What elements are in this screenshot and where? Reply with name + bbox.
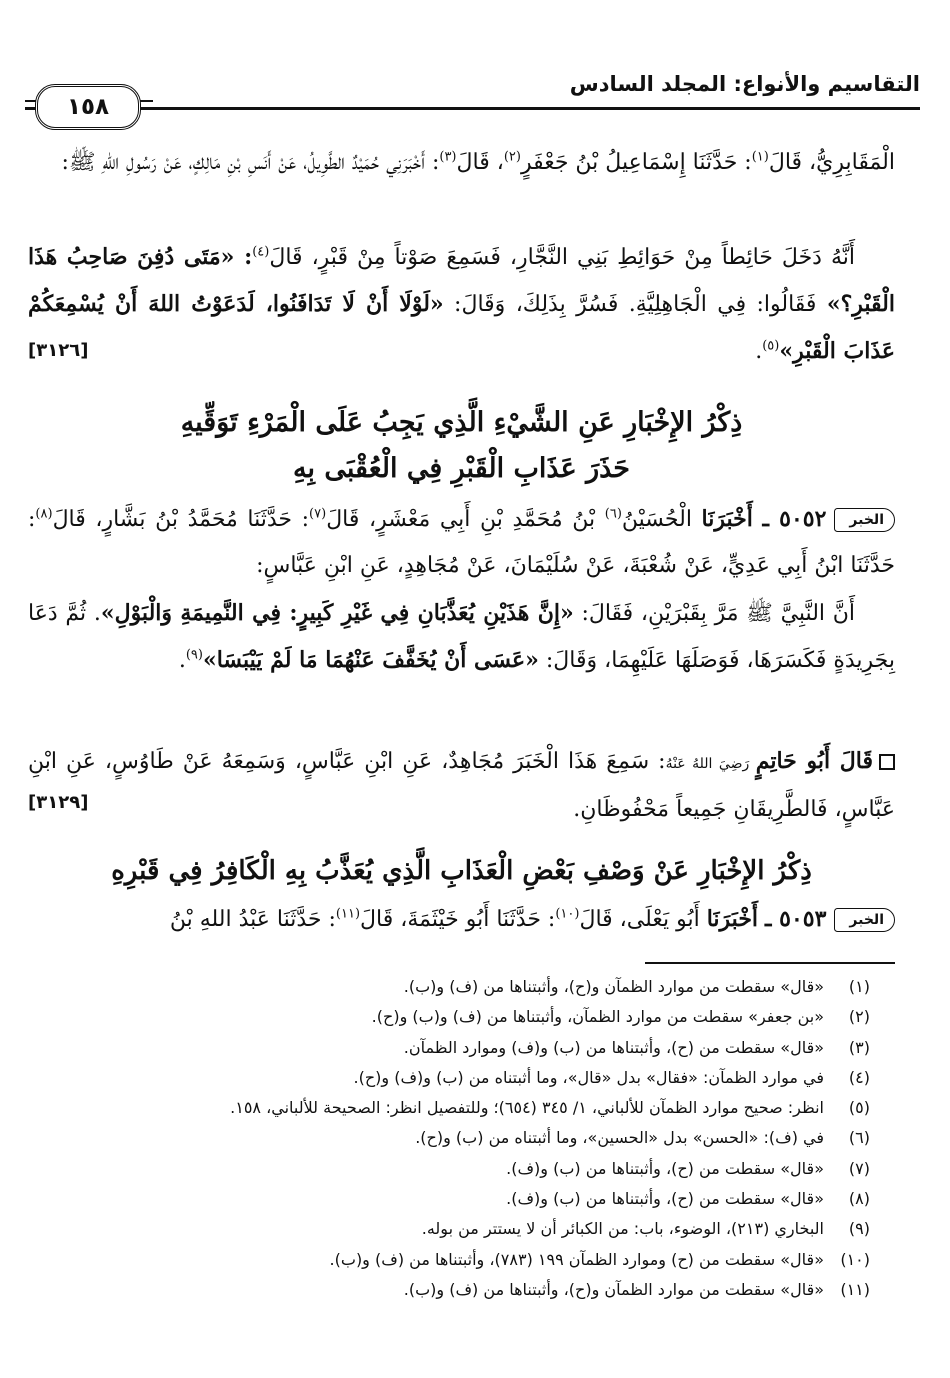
- text-run: بْنُ مُحَمَّدِ بْنِ أَبِي مَعْشَرٍ، قَالَ: [326, 507, 605, 532]
- footnote-divider: [645, 962, 895, 964]
- hadith-quote: : «مَتَى دُفِنَ صَاحِبُ هَذَا الْقَبْرِ؟»: [28, 244, 895, 317]
- heading-line: حَذَرَ عَذَابِ الْقَبْرِ فِي الْعُقْبَى بِهِ: [293, 453, 630, 484]
- text-run: : أَخْبَرَنِي حُمَيْدٌ الطَّوِيلُ، عَنْ أَنَسِ بْنِ مَالِكٍ، عَنْ رَسُولِ اللهِ ﷺ:: [61, 150, 440, 175]
- matn-paragraph: [28, 234, 895, 375]
- text-run: الْحُسَيْنُ: [621, 507, 702, 532]
- footnote-text: «قال» سقطت من (ح)، وأثبتناها من (ب) و(ف).: [506, 1189, 824, 1209]
- footnote-marker[interactable]: (٩): [185, 647, 203, 663]
- footnote-item: [60, 1214, 870, 1244]
- header-rule: [25, 107, 920, 110]
- heading-line: ذِكْرُ الإِخْبَارِ عَنْ وَصْفِ بَعْضِ الْعَذَابِ الَّذِي يُعَذَّبُ بِهِ الْكَافِرُ فِي قَبْرِهِ: [111, 856, 812, 886]
- footnote-item: [60, 972, 870, 1002]
- footnote-text: «قال» سقطت من موارد الظمآن و(ح)، وأثبتناها من (ف) و(ب).: [403, 977, 824, 996]
- square-bullet-icon: [879, 754, 895, 770]
- footnote-number: (٨): [848, 1189, 870, 1209]
- footnote-marker[interactable]: (١٠): [555, 906, 580, 922]
- running-title: التقاسيم والأنواع: المجلد السادس: [569, 72, 920, 96]
- text-run: أَخْبَرَنَا: [706, 906, 759, 932]
- text-run: أَبُو يَعْلَى، قَالَ: [579, 907, 707, 932]
- hadith-reference: [٣١٢٦]: [28, 340, 89, 361]
- text-run: أَنَّ النَّبِيَّ ﷺ مَرَّ بِقَبْرَيْنِ، فَقَالَ:: [573, 601, 855, 626]
- text-run: .: [178, 648, 186, 673]
- hadith-quote: «لَوْلَا أَنْ لَا تَدَافَنُوا، لَدَعَوْتُ اللهَ أَنْ يُسْمِعَكُمْ عَذَابَ الْقَبْرِ»: [28, 291, 895, 364]
- footnote-text: البخاري (٢١٣)، الوضوء، باب: من الكبائر أن لا يستتر من بوله.: [421, 1219, 824, 1239]
- footnote-number: (١١): [840, 1279, 870, 1299]
- commentary-paragraph: [28, 738, 895, 833]
- footnote-item: [60, 1063, 870, 1093]
- footnote-marker[interactable]: (٨): [35, 506, 53, 522]
- footnote-text: انظر: صحيح موارد الظمآن للألباني، ١/ ٣٤٥ (٦٥٤)؛ وللتفصيل انظر: الصحيحة للألباني، ١٥٨.: [230, 1098, 824, 1118]
- text-run: أَخْبَرَنَا: [701, 506, 753, 532]
- text-run: أَنَّهُ دَخَلَ حَائِطاً مِنْ حَوَائِطِ بَنِي النَّجَّارِ، فَسَمِعَ صَوْتاً مِنْ قَبْرٍ، قَالَ: [269, 245, 855, 270]
- footnote-number: (١): [848, 977, 870, 996]
- footnote-text: «قال» سقطت من (ح) وموارد الظمآن ١٩٩ (٧٨٣)، وأثبتناها من (ف) و(ب).: [329, 1249, 824, 1269]
- footnote-item: [60, 1275, 870, 1305]
- hadith-isnad: [28, 896, 895, 943]
- footnote-item: [60, 1245, 870, 1275]
- footnote-number: (٤): [848, 1067, 870, 1087]
- text-run: الْمَقَابِرِيُّ، قَالَ: [768, 150, 895, 175]
- footnote-text: «قال» سقطت من (ح)، وأثبتناها من (ب) و(ف) وموارد الظمآن.: [403, 1037, 824, 1057]
- page-header: [25, 62, 920, 122]
- text-run: ، قَالَ: [456, 150, 504, 175]
- text-run: قَالَ أَبُو حَاتِمٍ: [755, 748, 873, 774]
- text-run: : حَدَّثَنَا أَبُو خَيْثَمَةَ، قَالَ: [360, 907, 556, 932]
- text-run: . ثُمَّ دَعَا بِجَرِيدَةٍ فَكَسَرَهَا، فَوَصَلَهَا عَلَيْهِمَا، وَقَالَ:: [28, 601, 895, 673]
- hadith-isnad: [28, 496, 895, 589]
- hadith-number: ٥٠٥٢ ـ: [762, 506, 827, 532]
- footnote-number: (٦): [848, 1128, 870, 1148]
- footnote-item: [60, 1154, 870, 1184]
- footnote-number: (٧): [848, 1158, 870, 1178]
- footnote-text: «بن جعفر» سقطت من موارد الظمآن، وأثبتناها من (ف) و(ب) و(ح).: [371, 1007, 824, 1027]
- footnote-marker[interactable]: (٥): [762, 338, 780, 354]
- footnote-marker[interactable]: (٣): [439, 149, 457, 165]
- isnad-paragraph: [28, 140, 895, 186]
- footnote-text: «قال» سقطت من موارد الظمآن و(ح)، وأثبتناها من (ف) و(ب).: [403, 1279, 824, 1299]
- text-run: .: [755, 339, 763, 364]
- hadith-number: ٥٠٥٣ ـ: [765, 906, 827, 932]
- footnote-marker[interactable]: (٦): [604, 506, 622, 522]
- footnote-marker[interactable]: (٤): [252, 244, 270, 260]
- hadith-quote: «إِنَّ هَذَيْنِ يُعَذَّبَانِ فِي غَيْرِ كَبِيرٍ: فِي النَّمِيمَةِ وَالْبَوْلِ»: [100, 600, 574, 626]
- chapter-heading: [28, 848, 895, 894]
- footnote-text: «قال» سقطت من (ح)، وأثبتناها من (ب) و(ف).: [506, 1158, 824, 1178]
- footnote-text: في (ف): «الحسن» بدل «الحسين»، وما أثبتناه من (ب) و(ح).: [415, 1128, 824, 1148]
- text-run: : حَدَّثَنَا عَبْدُ اللهِ بْنُ: [169, 907, 336, 932]
- text-run: : حَدَّثَنَا إِسْمَاعِيلُ بْنُ جَعْفَرٍ: [520, 150, 752, 175]
- footnote-number: (٣): [848, 1037, 870, 1057]
- footnotes: [60, 972, 870, 1305]
- matn-paragraph: [28, 590, 895, 684]
- page-number: ١٥٨: [35, 84, 141, 130]
- footnote-marker[interactable]: (٧): [309, 506, 327, 522]
- footnote-item: [60, 1033, 870, 1063]
- text-run: : سَمِعَ هَذَا الْخَبَرَ مُجَاهِدٌ، عَنِ ابْنِ عَبَّاسٍ، وَسَمِعَهُ عَنْ طَاوُسٍ، عَنِ ابْنِ عَبَّاسٍ، فَالطَّرِيقَانِ جَمِيعاً مَحْفُوظَانِ.: [28, 749, 895, 822]
- hadith-reference: [٣١٢٩]: [28, 792, 89, 813]
- heading-line: ذِكْرُ الإِخْبَارِ عَنِ الشَّيْءِ الَّذِي يَجِبُ عَلَى الْمَرْءِ تَوَقِّيهِ: [180, 407, 743, 438]
- footnote-item: [60, 1184, 870, 1214]
- footnote-marker[interactable]: (٢): [503, 149, 521, 165]
- footnote-marker[interactable]: (١): [751, 149, 769, 165]
- text-run: رَضِيَ اللهُ عَنْهُ: [665, 756, 756, 772]
- footnote-number: (٥): [848, 1098, 870, 1118]
- footnote-text: في موارد الظمآن: «فقال» بدل «قال»، وما أثبتناه من (ب) و(ف) و(ح).: [353, 1067, 824, 1087]
- chapter-heading: [28, 400, 895, 492]
- footnote-number: (١٠): [840, 1249, 870, 1269]
- footnote-item: [60, 1002, 870, 1032]
- text-run: فَقَالُوا: فِي الْجَاهِلِيَّةِ. فَسُرَّ بِذَلِكَ، وَقَالَ:: [443, 292, 827, 317]
- footnote-number: (٩): [848, 1219, 870, 1239]
- text-run: : حَدَّثَنَا مُحَمَّدُ بْنُ بَشَّارٍ، قَالَ: [52, 507, 310, 532]
- hadith-ribbon-icon: الخبر: [834, 908, 895, 932]
- footnote-item: [60, 1123, 870, 1153]
- footnote-marker[interactable]: (١١): [335, 906, 361, 922]
- footnote-number: (٢): [848, 1007, 870, 1027]
- hadith-quote: «عَسَى أَنْ يُخَفَّفَ عَنْهُمَا مَا لَمْ يَيْبَسَا»: [202, 647, 539, 673]
- hadith-ribbon-icon: الخبر: [834, 508, 895, 532]
- text-run: : حَدَّثَنَا ابْنُ أَبِي عَدِيٍّ، عَنْ شُعْبَةَ، عَنْ سُلَيْمَانَ، عَنْ مُجَاهِدٍ، عَنِ ابْنِ عَبَّاسٍ:: [28, 507, 895, 578]
- footnote-item: [60, 1093, 870, 1123]
